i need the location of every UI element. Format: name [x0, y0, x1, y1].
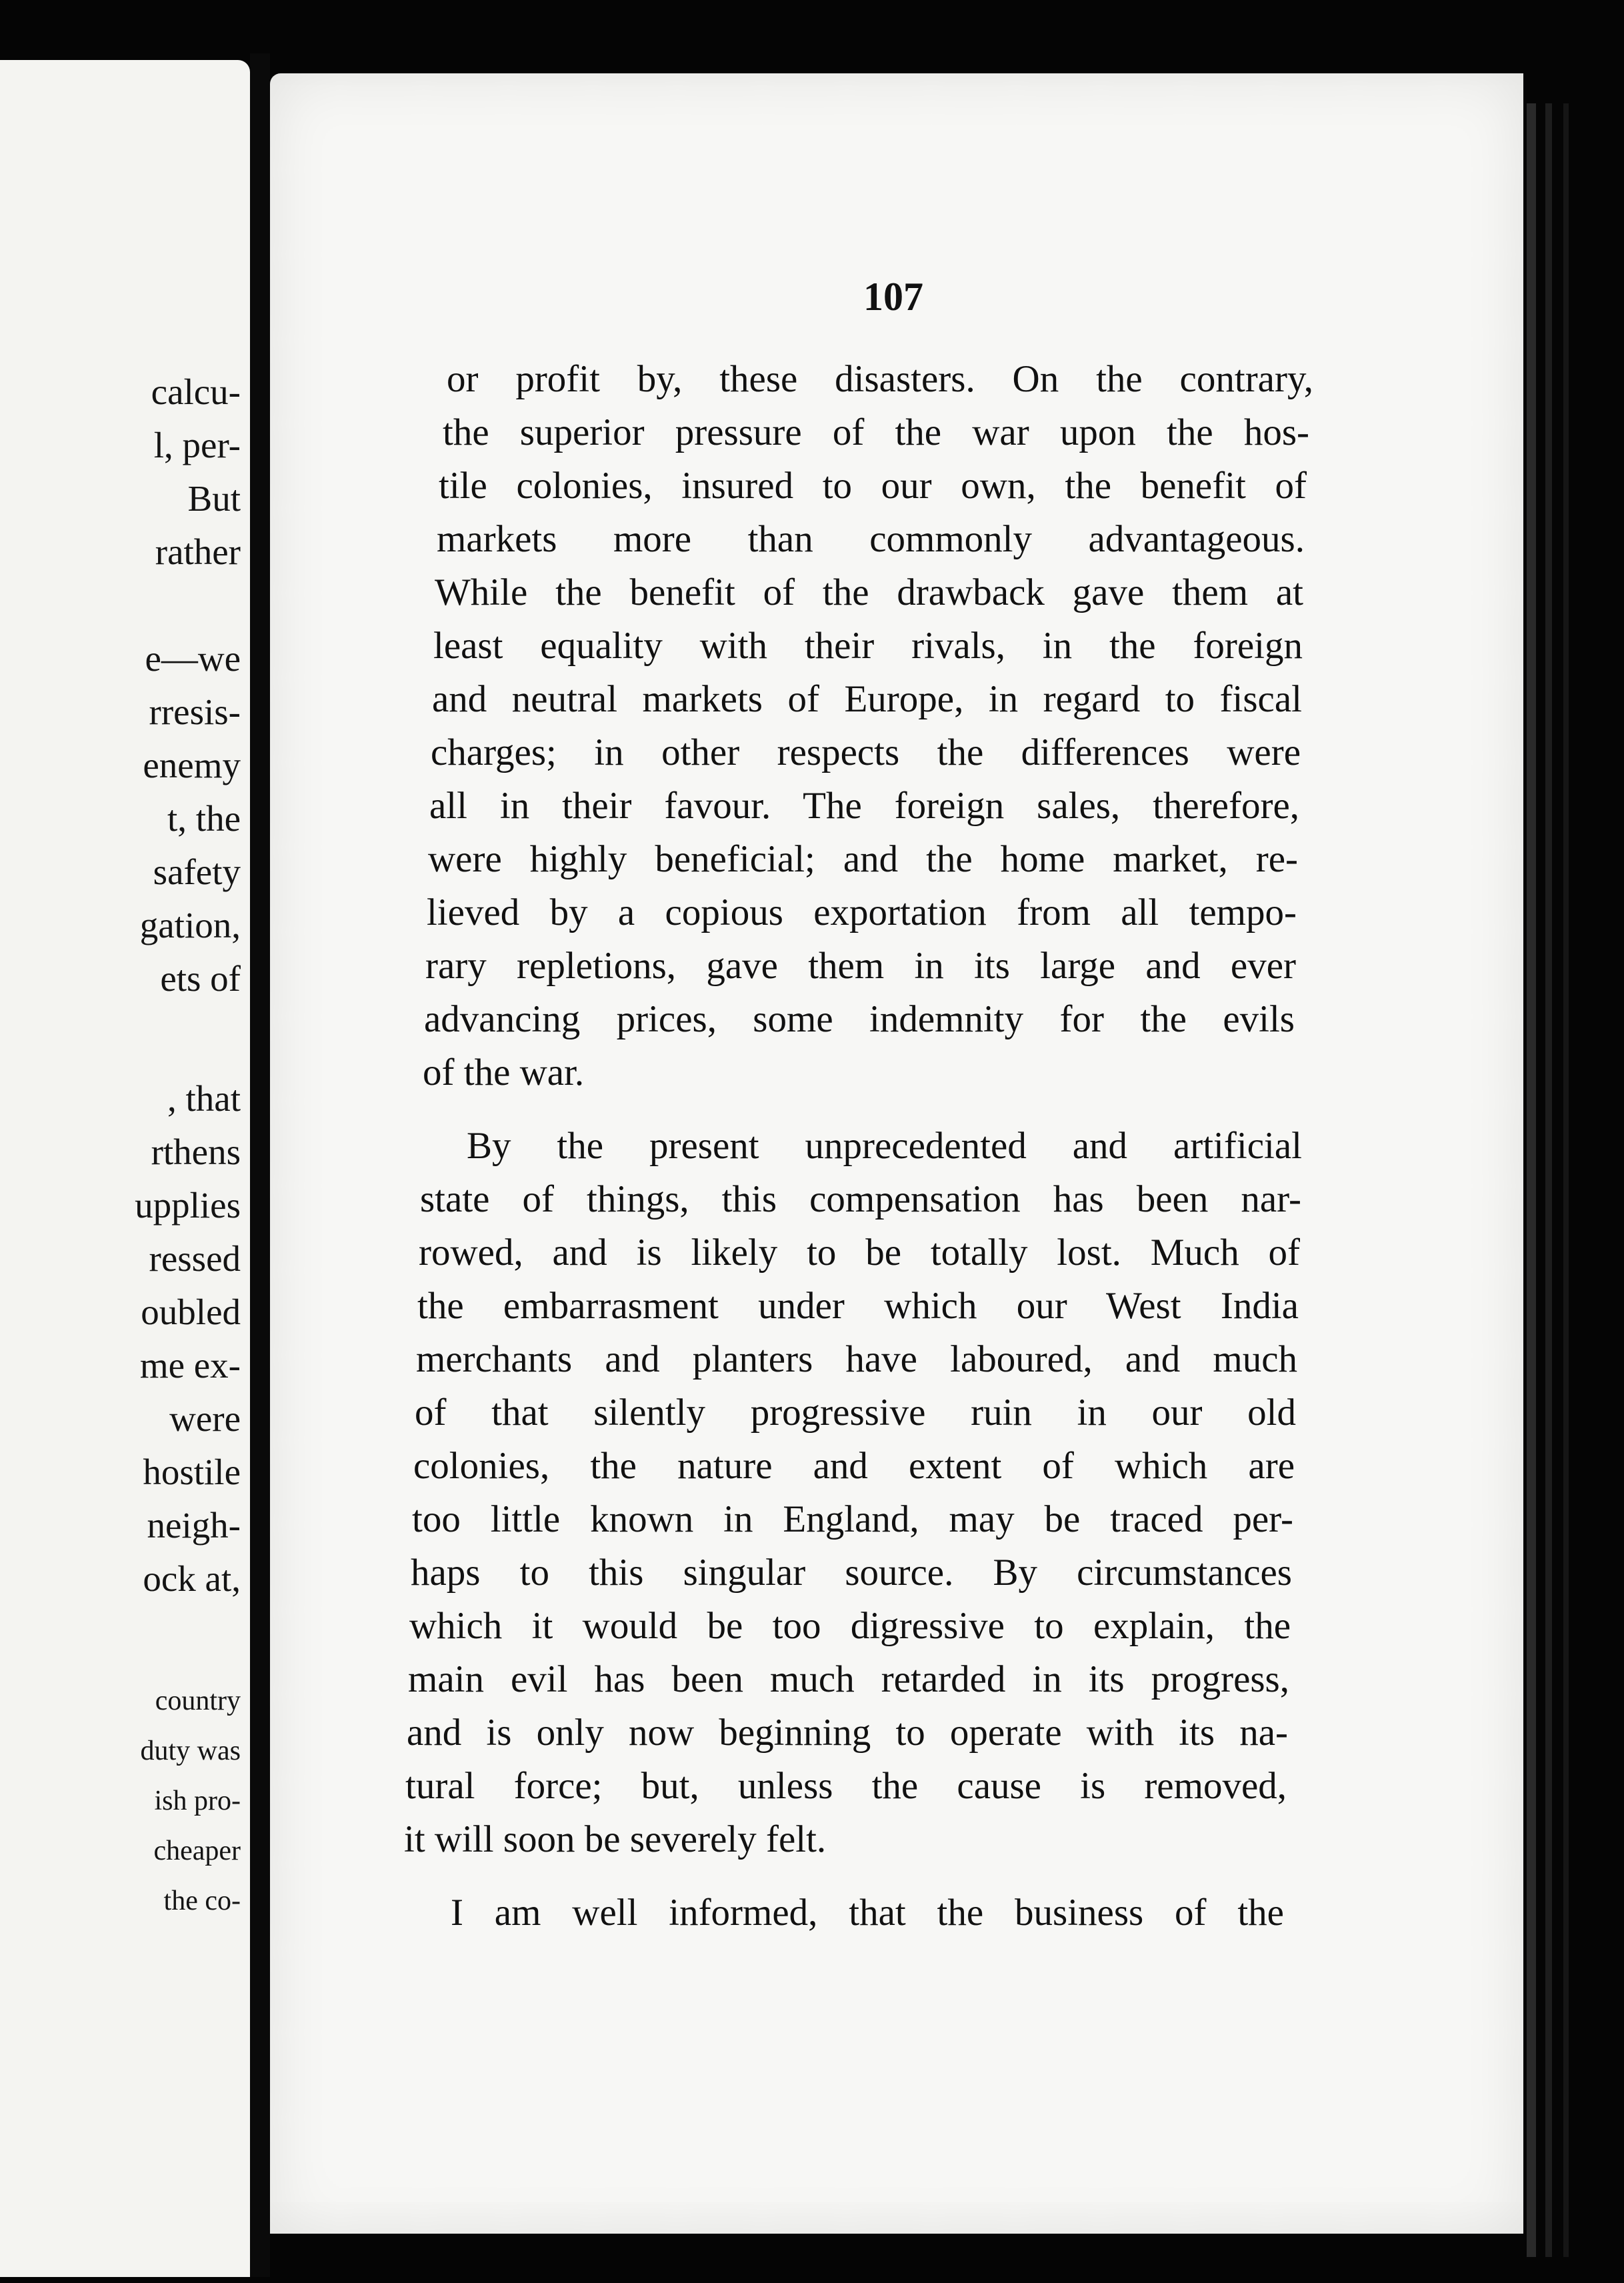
- left-page-line: safety: [153, 851, 241, 892]
- left-page-line: neigh-: [147, 1505, 241, 1546]
- left-page: [0, 60, 250, 2277]
- page-edge: [1545, 103, 1552, 2257]
- body-text-line: I am well informed, that the business of the: [451, 1892, 1284, 1934]
- page-number: 107: [863, 275, 923, 319]
- body-text-line: colonies, the nature and extent of which are: [413, 1445, 1295, 1487]
- body-text-line: rowed, and is likely to be totally lost. Much of: [419, 1232, 1300, 1274]
- left-page-line: me ex-: [139, 1345, 241, 1386]
- page-edge: [1563, 103, 1569, 2257]
- left-page-line: hostile: [143, 1452, 241, 1492]
- body-text-line: which it would be too digressive to explain, the: [409, 1605, 1291, 1647]
- left-page-footnote-line: country: [155, 1686, 241, 1716]
- body-text-line: rary repletions, gave them in its large and ever: [425, 945, 1296, 987]
- body-text-line: tile colonies, insured to our own, the benefit of: [439, 465, 1307, 507]
- body-text-line: it will soon be severely felt.: [404, 1818, 827, 1860]
- body-text-line: haps to this singular source. By circumstances: [411, 1552, 1292, 1594]
- left-page-line: were: [169, 1398, 241, 1439]
- body-text-line: of the war.: [423, 1051, 585, 1093]
- body-text-line: and neutral markets of Europe, in regard to fiscal: [432, 678, 1302, 720]
- left-page-line: t, the: [167, 798, 241, 839]
- body-text-line: least equality with their rivals, in the foreign: [433, 625, 1303, 667]
- left-page-line: enemy: [143, 745, 241, 785]
- body-text-line: merchants and planters have laboured, and much: [416, 1338, 1297, 1380]
- body-text-line: tural force; but, unless the cause is removed,: [405, 1765, 1287, 1807]
- book-gutter: [250, 53, 270, 2277]
- left-page-line: rresis-: [149, 691, 241, 732]
- body-text-line: all in their favour. The foreign sales, therefore,: [429, 785, 1299, 827]
- body-text-line: charges; in other respects the differences were: [431, 731, 1301, 773]
- body-text-line: were highly beneficial; and the home market, re-: [428, 838, 1298, 880]
- left-page-line: ets of: [160, 958, 241, 999]
- left-page-line: , that: [167, 1078, 241, 1119]
- left-page-line: rthens: [151, 1131, 241, 1172]
- body-text-line: too little known in England, may be traced per-: [412, 1498, 1293, 1540]
- left-page-line: e—we: [145, 638, 241, 679]
- left-page-line: ressed: [149, 1238, 241, 1279]
- left-page-line: upplies: [135, 1185, 241, 1226]
- body-text-line: main evil has been much retarded in its progress,: [408, 1658, 1289, 1700]
- left-page-line: ock at,: [143, 1558, 241, 1599]
- left-page-line: oubled: [141, 1292, 241, 1332]
- body-text-line: advancing prices, some indemnity for the evils: [424, 998, 1295, 1040]
- left-page-footnote-line: ish pro-: [154, 1786, 241, 1816]
- body-text-line: and is only now beginning to operate with its na-: [407, 1712, 1288, 1754]
- body-text-line: or profit by, these disasters. On the contrary,: [447, 358, 1313, 400]
- body-text-line: lieved by a copious exportation from all tempo-: [427, 891, 1297, 933]
- left-page-line: But: [187, 478, 241, 519]
- left-page-footnote-line: the co-: [163, 1886, 241, 1916]
- body-text-line: of that silently progressive ruin in our old: [415, 1392, 1296, 1434]
- body-text-line: state of things, this compensation has been nar-: [420, 1178, 1301, 1220]
- page-edge: [1527, 103, 1536, 2257]
- body-text-line: By the present unprecedented and artificial: [467, 1125, 1302, 1167]
- left-page-line: gation,: [139, 905, 241, 945]
- left-page-line: l, per-: [153, 425, 241, 465]
- body-text-line: the embarrasment under which our West India: [417, 1285, 1299, 1327]
- left-page-footnote-line: duty was: [140, 1736, 241, 1766]
- body-text-line: While the benefit of the drawback gave them at: [435, 571, 1303, 613]
- left-page-line: rather: [155, 531, 241, 572]
- body-text-line: markets more than commonly advantageous.: [437, 518, 1305, 560]
- body-text-line: the superior pressure of the war upon the hos-: [443, 411, 1309, 453]
- left-page-footnote-line: cheaper: [153, 1836, 241, 1866]
- left-page-line: calcu-: [151, 371, 241, 412]
